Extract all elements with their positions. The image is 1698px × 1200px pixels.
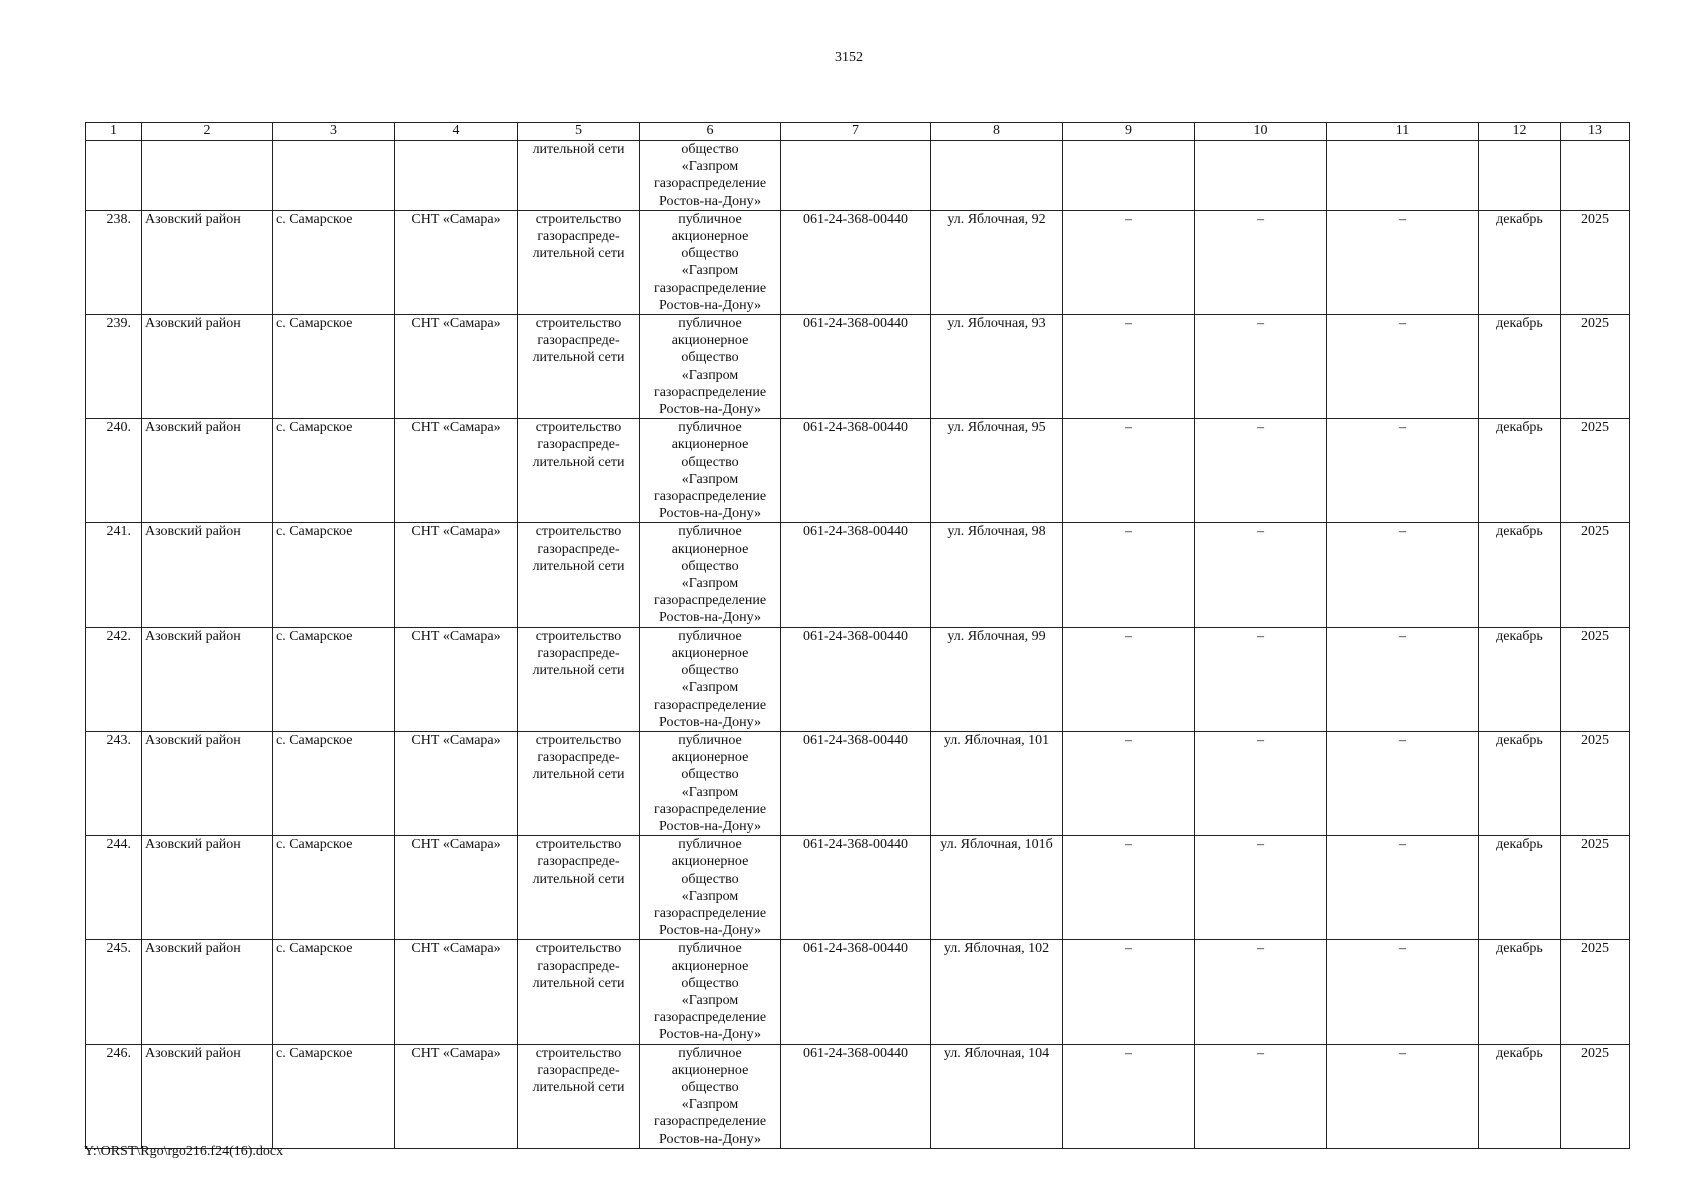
cell-code: 061-24-368-00440 [781,419,931,523]
cell-organization-line: Ростов-на-Дону» [659,402,761,418]
cell-row-number: 241. [86,523,142,627]
org-line: газораспределение [653,176,767,192]
cell-organization-line: общество [681,975,739,991]
cell-organization-line: акционерное [671,333,749,349]
cell-organization-line: газораспределение [653,384,767,400]
cell-organization-line: Ростов-на-Дону» [659,297,761,313]
cell-district: Азовский район [142,940,273,1044]
cell-district: Азовский район [142,419,273,523]
cell-dash: – [1327,523,1479,627]
col-number-10: 10 [1195,123,1327,141]
cell-organization-line: газораспределение [653,801,767,817]
cell-organization-line: газораспределение [653,593,767,609]
cell-code: 061-24-368-00440 [781,836,931,940]
cell-month: декабрь [1479,210,1561,314]
cell-month: декабрь [1479,419,1561,523]
table-row [86,315,1630,419]
cell-organization-line: газораспределение [653,697,767,713]
cell-dash: – [1195,1044,1327,1148]
cell-row-number: 244. [86,836,142,940]
cell-empty [1063,141,1195,211]
cell-year: 2025 [1561,523,1630,627]
cell-address: ул. Яблочная, 99 [931,627,1063,731]
col-number-4: 4 [395,123,518,141]
cell-year: 2025 [1561,315,1630,419]
cell-dash: – [1327,940,1479,1044]
cell-village: с. Самарское [273,836,395,940]
cell-district: Азовский район [142,1044,273,1148]
cell-work-type-line: лительной сети [532,246,625,262]
cell-dash: – [1063,627,1195,731]
cell-row-number: 243. [86,731,142,835]
cell-work-type-line: газораспреде- [537,1062,620,1078]
cell-year: 2025 [1561,940,1630,1044]
cell-work-type-line: газораспреде- [537,750,620,766]
cell-district: Азовский район [142,523,273,627]
cell-dash: – [1063,836,1195,940]
cell-work-type [518,1044,640,1148]
cell-month: декабрь [1479,1044,1561,1148]
cell-organization [640,315,781,419]
cell-organization-line: Ростов-на-Дону» [659,1027,761,1043]
cell-work-type-line: газораспреде- [537,958,620,974]
table-row [86,836,1630,940]
cell-snt: СНТ «Самара» [395,836,518,940]
cell-work-type-line: лительной сети [532,871,625,887]
cell-empty [1327,141,1479,211]
cell-snt: СНТ «Самара» [395,523,518,627]
cell-snt: СНТ «Самара» [395,940,518,1044]
cell-village: с. Самарское [273,210,395,314]
table-row [86,627,1630,731]
cell-month: декабрь [1479,940,1561,1044]
cell-organization-line: публичное [678,628,742,644]
cell-snt: СНТ «Самара» [395,315,518,419]
cell-organization [640,627,781,731]
cell-empty [273,141,395,211]
cell-organization-line: «Газпром [681,471,739,487]
cell-month: декабрь [1479,523,1561,627]
cell-dash: – [1327,210,1479,314]
cell-code: 061-24-368-00440 [781,210,931,314]
cell-year: 2025 [1561,731,1630,835]
cell-year: 2025 [1561,1044,1630,1148]
cell-work-type-line: газораспреде- [537,229,620,245]
cell-organization-line: публичное [678,732,742,748]
cell-village: с. Самарское [273,419,395,523]
cell-empty [86,141,142,211]
cell-dash: – [1327,731,1479,835]
cell-organization-line: «Газпром [681,1097,739,1113]
col-number-6: 6 [640,123,781,141]
cell-year: 2025 [1561,419,1630,523]
cell-work-type-line: газораспреде- [537,541,620,557]
cell-work-type-line: газораспреде- [537,854,620,870]
cell-work-type-line: лительной сети [532,558,625,574]
cell-month: декабрь [1479,315,1561,419]
cell-organization-line: акционерное [671,437,749,453]
cell-organization-line: «Газпром [681,784,739,800]
cell-work-type-line: строительство [535,837,622,853]
cell-work-type-line: газораспреде- [537,437,620,453]
cell-address: ул. Яблочная, 101б [931,836,1063,940]
cell-dash: – [1195,836,1327,940]
cell-month: декабрь [1479,627,1561,731]
cell-organization [640,940,781,1044]
cell-organization-line: общество [681,558,739,574]
col-number-1: 1 [86,123,142,141]
cell-organization-line: общество [681,1079,739,1095]
cell-work-type-line: газораспреде- [537,645,620,661]
cell-organization-line: Ростов-на-Дону» [659,818,761,834]
cell-work-type-line: лительной сети [532,454,625,470]
cell-address: ул. Яблочная, 101 [931,731,1063,835]
cell-work-type-line: строительство [535,524,622,540]
cell-work-type-line: строительство [535,732,622,748]
cell-village: с. Самарское [273,1044,395,1148]
cell-village: с. Самарское [273,627,395,731]
cell-dash: – [1063,210,1195,314]
cell-work-type-line: газораспреде- [537,333,620,349]
cell-address: ул. Яблочная, 98 [931,523,1063,627]
col-number-12: 12 [1479,123,1561,141]
cell-organization-line: публичное [678,524,742,540]
cell-organization-line: газораспределение [653,489,767,505]
cell-organization-line: общество [681,767,739,783]
cell-empty [142,141,273,211]
cell-work-type-line: строительство [535,211,622,227]
cell-organization-line: акционерное [671,958,749,974]
cell-address: ул. Яблочная, 95 [931,419,1063,523]
cell-empty [781,141,931,211]
continuation-row [86,141,1630,211]
cell-dash: – [1327,315,1479,419]
org-line: Ростов-на-Дону» [659,193,761,209]
cell-organization-line: публичное [678,1045,742,1061]
cell-dash: – [1195,731,1327,835]
cell-work-type-line: строительство [535,316,622,332]
cell-code: 061-24-368-00440 [781,627,931,731]
table-row [86,210,1630,314]
table-row [86,419,1630,523]
cell-row-number: 239. [86,315,142,419]
cell-dash: – [1063,523,1195,627]
cell-work-type [518,627,640,731]
table-row [86,940,1630,1044]
cell-month: декабрь [1479,731,1561,835]
cell-dash: – [1327,419,1479,523]
cell-organization-line: акционерное [671,854,749,870]
cell-organization-line: Ростов-на-Дону» [659,714,761,730]
cell-work-type [518,731,640,835]
cell-organization-line: Ростов-на-Дону» [659,1131,761,1147]
cell-dash: – [1063,940,1195,1044]
cell-organization-line: общество [681,454,739,470]
cell-district: Азовский район [142,731,273,835]
cell-organization-line: акционерное [671,645,749,661]
cell-work-type-line: лительной сети [532,350,625,366]
col-number-13: 13 [1561,123,1630,141]
table-row [86,731,1630,835]
cell-dash: – [1063,1044,1195,1148]
cell-work-type [518,315,640,419]
cell-organization-line: общество [681,246,739,262]
document-table [85,122,1630,1149]
cell-address: ул. Яблочная, 102 [931,940,1063,1044]
cell-organization-line: общество [681,350,739,366]
cell-snt: СНТ «Самара» [395,210,518,314]
col-number-8: 8 [931,123,1063,141]
cell-code: 061-24-368-00440 [781,1044,931,1148]
cell-organization-line: акционерное [671,1062,749,1078]
cell-snt: СНТ «Самара» [395,1044,518,1148]
cell-org-continued [640,141,781,211]
cell-dash: – [1063,731,1195,835]
cell-organization-line: Ростов-на-Дону» [659,610,761,626]
cell-organization-line: Ростов-на-Дону» [659,506,761,522]
cell-organization-line: общество [681,871,739,887]
cell-work-type [518,940,640,1044]
cell-organization [640,210,781,314]
org-line: общество [681,142,739,157]
cell-work-type-line: лительной сети [532,663,625,679]
cell-work-type [518,419,640,523]
col-number-11: 11 [1327,123,1479,141]
cell-year: 2025 [1561,210,1630,314]
cell-row-number: 245. [86,940,142,1044]
cell-snt: СНТ «Самара» [395,731,518,835]
org-line: «Газпром [681,159,739,175]
cell-code: 061-24-368-00440 [781,940,931,1044]
cell-code: 061-24-368-00440 [781,523,931,627]
cell-code: 061-24-368-00440 [781,315,931,419]
cell-dash: – [1063,315,1195,419]
cell-organization-line: Ростов-на-Дону» [659,923,761,939]
cell-village: с. Самарское [273,523,395,627]
cell-district: Азовский район [142,315,273,419]
cell-address: ул. Яблочная, 92 [931,210,1063,314]
col-number-2: 2 [142,123,273,141]
cell-row-number: 242. [86,627,142,731]
cell-dash: – [1327,627,1479,731]
col-number-3: 3 [273,123,395,141]
cell-village: с. Самарское [273,940,395,1044]
cell-work-type-line: строительство [535,941,622,957]
cell-empty [1195,141,1327,211]
cell-organization-line: «Газпром [681,888,739,904]
cell-dash: – [1195,627,1327,731]
cell-organization-line: акционерное [671,541,749,557]
col-number-7: 7 [781,123,931,141]
cell-organization-line: газораспределение [653,1114,767,1130]
cell-district: Азовский район [142,836,273,940]
cell-organization-line: «Газпром [681,576,739,592]
cell-organization [640,419,781,523]
table-row [86,523,1630,627]
cell-work-type-line: строительство [535,420,622,436]
cell-dash: – [1195,523,1327,627]
cell-dash: – [1195,940,1327,1044]
cell-snt: СНТ «Самара» [395,627,518,731]
cell-dash: – [1327,836,1479,940]
cell-dash: – [1195,210,1327,314]
cell-work-continued: лительной сети [518,141,640,211]
cell-organization-line: газораспределение [653,1010,767,1026]
cell-dash: – [1195,315,1327,419]
cell-work-type-line: строительство [535,628,622,644]
cell-work-type [518,523,640,627]
cell-dash: – [1063,419,1195,523]
cell-organization-line: газораспределение [653,905,767,921]
cell-organization-line: акционерное [671,229,749,245]
cell-empty [931,141,1063,211]
cell-empty [395,141,518,211]
cell-organization-line: публичное [678,420,742,436]
cell-organization [640,731,781,835]
col-number-5: 5 [518,123,640,141]
cell-work-type-line: лительной сети [532,1079,625,1095]
cell-district: Азовский район [142,210,273,314]
cell-organization-line: публичное [678,941,742,957]
cell-year: 2025 [1561,836,1630,940]
cell-organization [640,523,781,627]
cell-code: 061-24-368-00440 [781,731,931,835]
cell-organization-line: «Газпром [681,263,739,279]
cell-village: с. Самарское [273,315,395,419]
file-path-footer: Y:\ORST\Rgo\rgo216.f24(16).docx [84,1144,284,1159]
page-number: 3152 [835,50,863,65]
cell-row-number: 240. [86,419,142,523]
cell-organization-line: «Газпром [681,680,739,696]
column-number-row [86,123,1630,141]
cell-organization-line: «Газпром [681,367,739,383]
cell-organization-line: газораспределение [653,280,767,296]
cell-dash: – [1195,419,1327,523]
cell-village: с. Самарское [273,731,395,835]
cell-empty [1561,141,1630,211]
cell-organization-line: акционерное [671,750,749,766]
cell-organization-line: «Газпром [681,992,739,1008]
cell-work-type-line: лительной сети [532,975,625,991]
cell-work-type-line: лительной сети [532,767,625,783]
cell-month: декабрь [1479,836,1561,940]
cell-district: Азовский район [142,627,273,731]
cell-work-type [518,210,640,314]
cell-address: ул. Яблочная, 104 [931,1044,1063,1148]
cell-organization-line: публичное [678,316,742,332]
cell-organization-line: публичное [678,837,742,853]
cell-organization [640,836,781,940]
cell-dash: – [1327,1044,1479,1148]
cell-organization [640,1044,781,1148]
cell-organization-line: общество [681,663,739,679]
cell-empty [1479,141,1561,211]
cell-year: 2025 [1561,627,1630,731]
cell-organization-line: публичное [678,211,742,227]
cell-snt: СНТ «Самара» [395,419,518,523]
cell-row-number: 246. [86,1044,142,1148]
cell-work-type-line: строительство [535,1045,622,1061]
cell-address: ул. Яблочная, 93 [931,315,1063,419]
col-number-9: 9 [1063,123,1195,141]
table-row [86,1044,1630,1148]
cell-work-type [518,836,640,940]
cell-row-number: 238. [86,210,142,314]
